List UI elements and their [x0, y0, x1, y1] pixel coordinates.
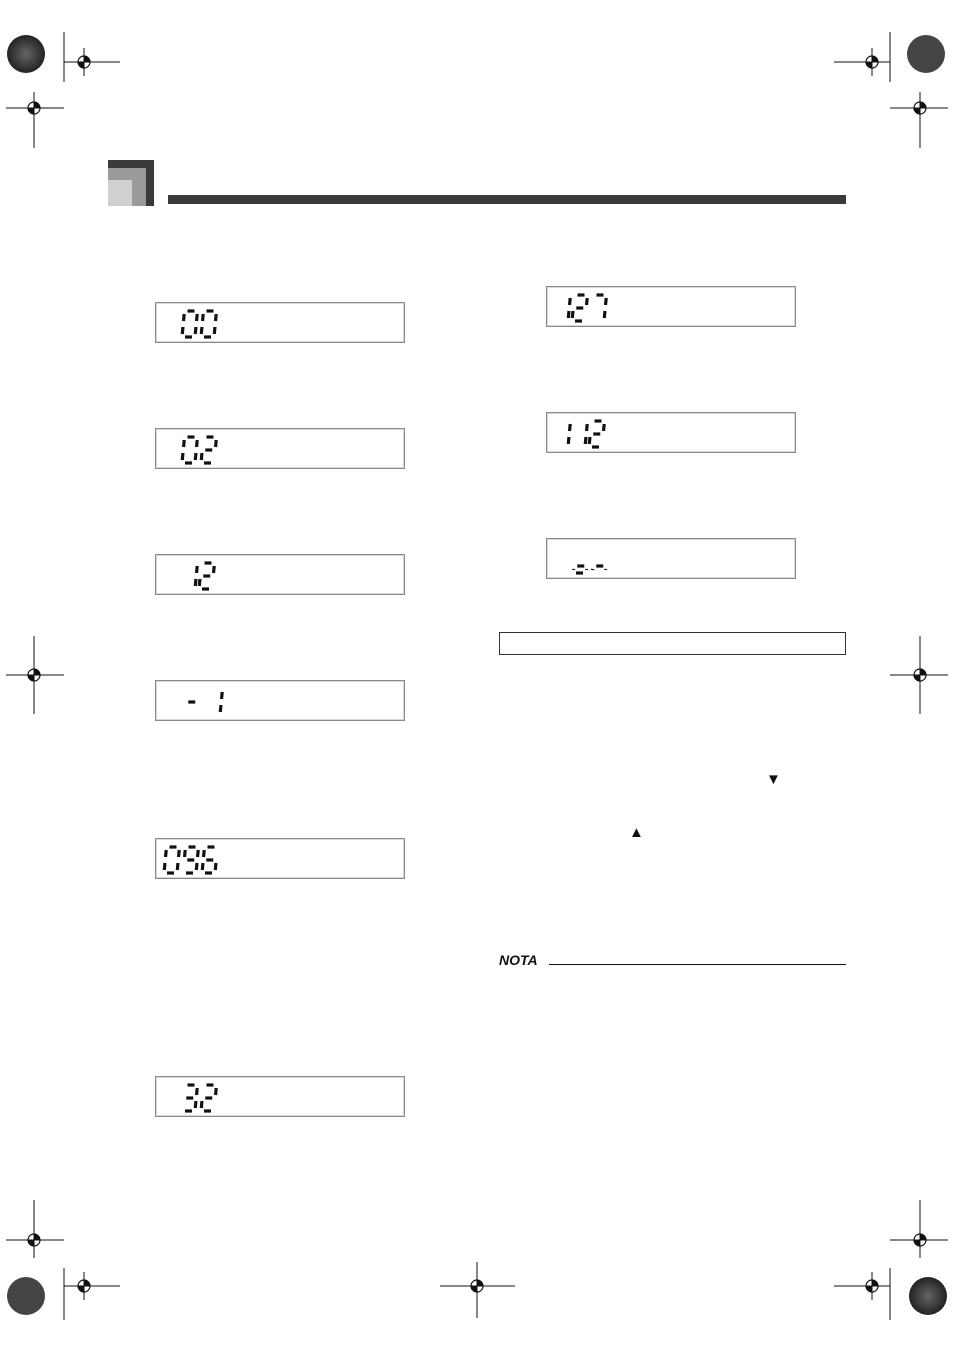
lcd-segment — [164, 863, 165, 870]
lcd-segment — [198, 850, 199, 857]
lcd-segment — [604, 311, 605, 318]
lcd-segment — [197, 440, 198, 447]
lcd-display — [155, 554, 405, 595]
header-block-light — [108, 180, 132, 206]
lcd-segment — [202, 863, 203, 870]
lcd-segment — [216, 1088, 217, 1095]
lcd-segment — [606, 298, 607, 305]
lcd-digits — [156, 303, 406, 344]
lcd-display — [155, 838, 405, 879]
lcd-display — [155, 302, 405, 343]
lcd-segment — [182, 453, 183, 460]
lcd-segment — [197, 566, 198, 573]
lcd-segment — [201, 327, 202, 334]
lcd-segment — [195, 453, 196, 460]
lcd-segment — [199, 579, 200, 586]
lcd-segment — [214, 566, 215, 573]
lcd-segment — [197, 1088, 198, 1095]
lcd-segment — [182, 327, 183, 334]
lcd-digits — [547, 539, 797, 580]
lcd-segment — [587, 298, 588, 305]
lcd-segment — [216, 440, 217, 447]
lcd-segment — [222, 692, 223, 699]
lcd-segment — [195, 1101, 196, 1108]
lcd-display — [155, 1076, 405, 1117]
lcd-segment — [201, 1101, 202, 1108]
triangle-down-icon: ▼ — [766, 771, 781, 788]
lcd-segment — [585, 437, 586, 444]
lcd-segment — [197, 314, 198, 321]
lcd-segment — [177, 863, 178, 870]
lcd-segment — [201, 453, 202, 460]
lcd-segment — [195, 327, 196, 334]
lcd-digits — [547, 413, 797, 454]
lcd-display — [546, 286, 796, 327]
lcd-segment — [196, 863, 197, 870]
lcd-segment — [204, 850, 205, 857]
section-box — [499, 632, 846, 655]
lcd-segment — [184, 314, 185, 321]
lcd-display — [155, 680, 405, 721]
lcd-segment — [216, 314, 217, 321]
lcd-segment — [220, 705, 221, 712]
lcd-digits — [156, 555, 406, 596]
triangle-up-icon: ▲ — [629, 824, 644, 841]
lcd-segment — [215, 863, 216, 870]
lcd-segment — [195, 579, 196, 586]
lcd-segment — [179, 850, 180, 857]
lcd-segment — [568, 437, 569, 444]
lcd-segment — [568, 311, 569, 318]
lcd-segment — [214, 327, 215, 334]
lcd-digits — [156, 839, 406, 880]
lcd-segment — [589, 437, 590, 444]
lcd-display — [155, 428, 405, 469]
note-rule — [549, 964, 846, 965]
header-rule — [168, 195, 846, 204]
lcd-segment — [572, 311, 573, 318]
lcd-segment — [570, 424, 571, 431]
lcd-segment — [185, 850, 186, 857]
lcd-segment — [184, 440, 185, 447]
lcd-digits — [156, 681, 406, 722]
lcd-segment — [570, 298, 571, 305]
lcd-digits — [156, 1077, 406, 1118]
lcd-segment — [604, 424, 605, 431]
lcd-segment — [203, 314, 204, 321]
lcd-segment — [587, 424, 588, 431]
note-label: NOTA — [499, 952, 538, 968]
lcd-segment — [166, 850, 167, 857]
lcd-display — [546, 538, 796, 579]
lcd-digits — [156, 429, 406, 470]
lcd-digits — [547, 287, 797, 328]
lcd-display — [546, 412, 796, 453]
